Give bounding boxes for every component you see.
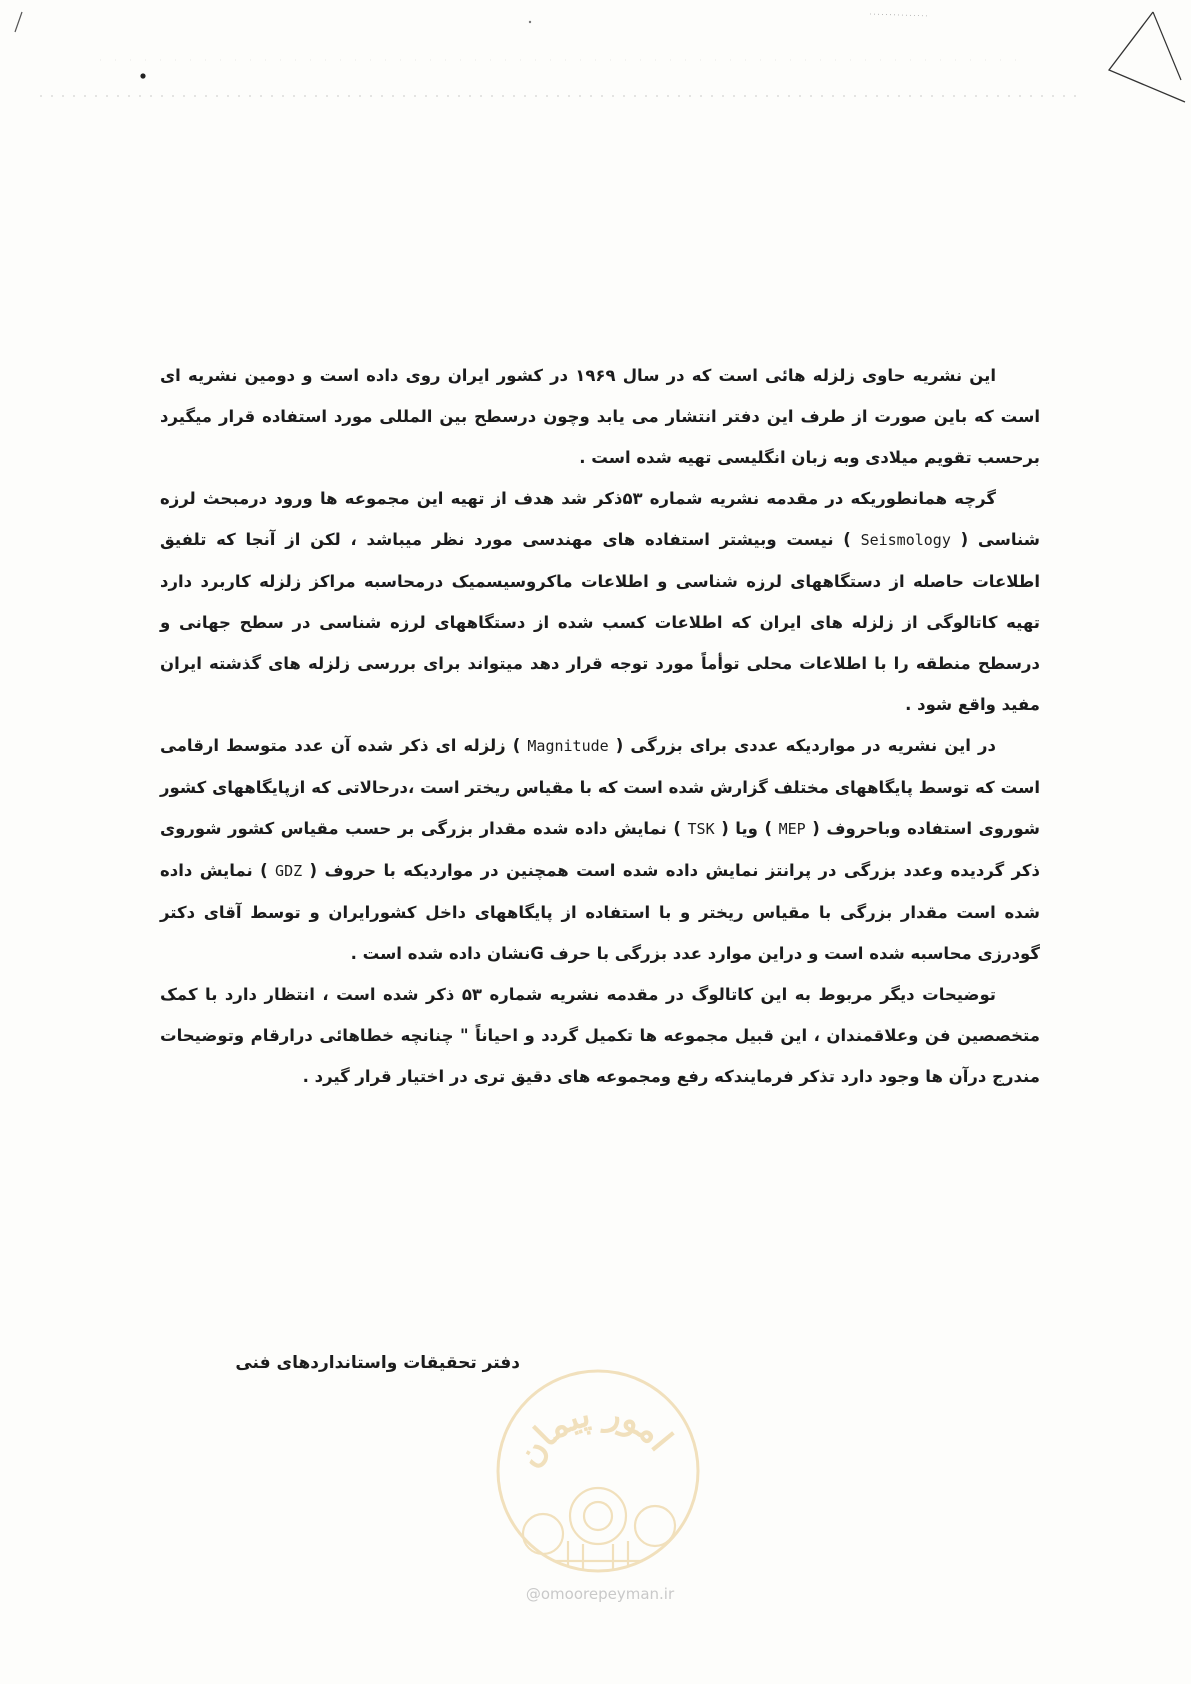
paragraph-2 <box>160 478 1040 725</box>
paragraph-2-text-b: ) نیست وبیشتر استفاده های مهندسی مورد نظر میباشد ، لکن از آنجا که تلفیق اطلاعات حاصله از دستگاههای لرزه شناسی و اطلاعات ماکروسیسمیک درمحاسبه مراکز زلزله کاربرد دارد تهیه کاتالوگی از زلزله های ایران که اطلاعات کسب شده از دستگاههای لرزه شناسی در سطح جهانی و درسطح منطقه را با اطلاعات محلی توأماً مورد توجه قرار دهد میتواند برای بررسی زلزله های گذشته ایران مفید واقع شود . <box>160 530 1040 714</box>
triangle-mark-icon <box>1081 0 1191 120</box>
paragraph-4 <box>160 974 1040 1097</box>
paragraph-3-text-d: ) نمایش داده شده مقدار بزرگی بر حسب مقیاس کشور شوروی ذکر گردیده وعدد بزرگی در پرانتز نمایش داده شده است همچنین در مواردیکه با حروف ( <box>160 819 1040 880</box>
paragraph-4-text: توضیحات دیگر مربوط به این کاتالوگ در مقدمه نشریه شماره ۵۳ ذکر شده است ، انتظار دارد با کمک متخصصین فن وعلاقمندان ، این قبیل مجموعه ها تکمیل گردد و احیاناً " چنانچه خطاهائی درارقام وتوضیحات مندرج درآن ها وجود دارد تذکر فرمایندکه رفع ومجموعه های دقیق تری در اختیار قرار گیرد . <box>160 985 1040 1086</box>
scan-noise-marks <box>0 0 1191 140</box>
signature-office-name: دفتر تحقیقات واستانداردهای فنی <box>235 1353 520 1373</box>
paragraph-3-text-a: در این نشریه در مواردیکه عددی برای بزرگی ( <box>615 736 996 755</box>
code-gdz: GDZ <box>275 862 303 880</box>
paragraph-2-text-a: گرچه همانطوریکه در مقدمه نشریه شماره ۵۳ذکر شد هدف از تهیه این مجموعه ها ورود درمبحث لرزه شناسی ( <box>160 489 1040 549</box>
paragraph-3-text-b: ) زلزله ای ذکر شده آن عدد متوسط ارقامی است که توسط پایگاههای مختلف گزارش شده است که با مقیاس ریختر است ،درحالاتی که ازپایگاههای کشور شوروی استفاده وباحروف ( <box>160 736 1041 838</box>
watermark-caption: @omoorepeyman.ir <box>525 1585 675 1603</box>
paragraph-1 <box>160 355 1040 478</box>
term-seismology: Seismology <box>860 531 951 549</box>
paragraph-3-text-c: ) ویا ( <box>721 819 773 838</box>
watermark-seal-text: امور پیمان <box>508 1393 681 1474</box>
paragraph-3-text-e: ) نمایش داده شده است مقدار بزرگی با مقیاس ریختر و با استفاده از پایگاههای داخل کشورایران و توسط آقای دکتر گودرزی محاسبه شده است و دراین موارد عدد بزرگی با حرف Gنشان داده شده است . <box>160 861 1040 963</box>
paragraph-1-text: این نشریه حاوی زلزله هائی است که در سال ۱۹۶۹ در کشور ایران روی داده است و دومین نشریه ای است که باین صورت از طرف این دفتر انتشار می یابد وچون درسطح بین المللی مورد استفاده قرار میگیرد برحسب تقویم میلادی وبه زبان انگلیسی تهیه شده است . <box>160 366 1040 467</box>
paragraph-3 <box>160 725 1040 974</box>
code-mep: MEP <box>778 820 806 838</box>
term-magnitude: Magnitude <box>527 737 609 755</box>
svg-text:امور پیمان <box>509 1393 680 1474</box>
code-tsk: TSK <box>687 820 715 838</box>
body-text <box>160 355 1040 1097</box>
watermark-seal-icon <box>493 1366 703 1576</box>
